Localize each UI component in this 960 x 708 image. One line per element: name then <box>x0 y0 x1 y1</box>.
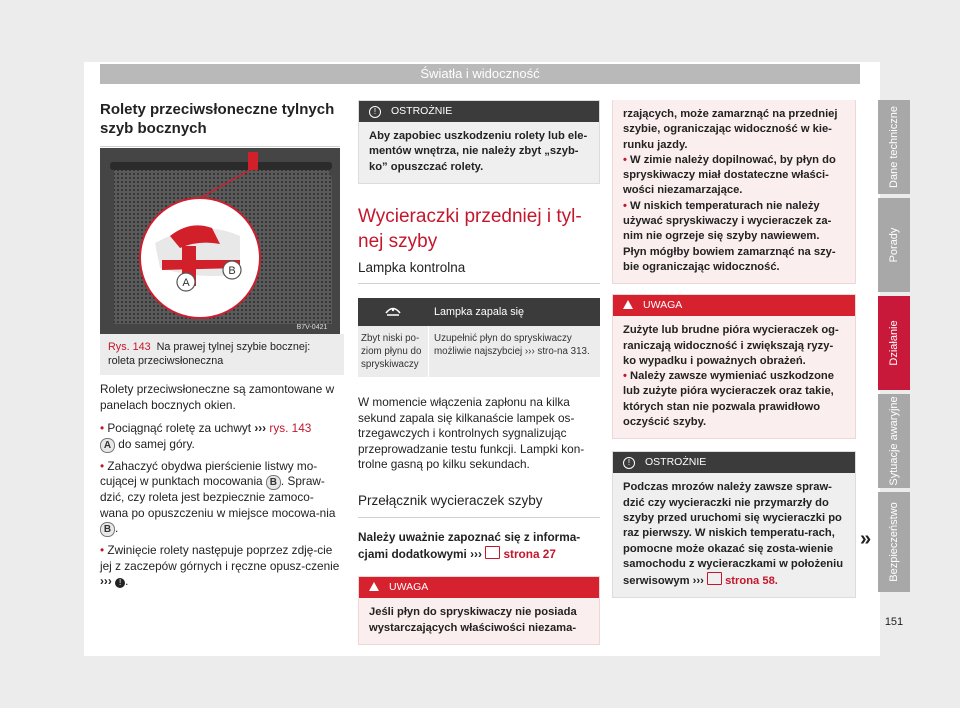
figure-link[interactable]: rys. 143 <box>269 421 312 435</box>
sunblind-illustration <box>100 148 340 334</box>
table-cell-action: Uzupełnić płyn do spryskiwaczy możliwie najszybciej ››› stro-na 313. <box>434 333 590 358</box>
warning-box-2: UWAGA Zużyte lub brudne pióra wycieraczek og-raniczają widoczność i zwiększają ryzy-ko wypadku i poważnych obrażeń. • Należy zawsze wymieniać uszkodzone lub zużyte pióra wycieraczek oraz takie, których stan nie pozwala prawidłowo oczyścić szyby. <box>612 294 856 439</box>
warning-triangle-icon <box>623 300 633 309</box>
continue-arrow: » <box>860 528 872 550</box>
table-header <box>358 298 600 326</box>
warning-bullet: Należy zawsze wymieniać uszkodzone lub zużyte pióra wycieraczek oraz takie, których stan nie pozwala prawidłowo oczyścić szyby. <box>623 370 834 429</box>
warning-heading: UWAGA <box>389 581 429 594</box>
mark-b: B <box>100 522 115 537</box>
figure-label-a: A <box>182 277 190 289</box>
page-link-58[interactable]: strona 58. <box>725 575 778 588</box>
figure-caption-text: Na prawej tylnej szybie bocznej: roleta przeciwsłoneczna <box>108 341 311 367</box>
caution-icon: ! <box>623 457 635 469</box>
table-row <box>358 326 600 377</box>
warning-intro: Zużyte lub brudne pióra wycieraczek og-raniczają widoczność i zwiększają ryzy-ko wypadku i poważnych obrażeń. <box>623 324 839 367</box>
figure-ref[interactable]: Rys. 143 <box>108 341 151 353</box>
warning-text: Jeśli płyn do spryskiwaczy nie posiada wystarczających właściwości niezama- <box>369 606 577 634</box>
column-left <box>100 100 340 588</box>
figure-caption <box>100 334 344 375</box>
indicator-table <box>358 298 600 377</box>
caution-box-1 <box>358 100 600 184</box>
page-number: 151 <box>884 616 904 628</box>
subtitle-indicator: Lampka kontrolna <box>358 260 600 285</box>
table-header-label: Lampka zapala się <box>434 306 525 319</box>
warning-heading: UWAGA <box>643 299 683 312</box>
subtitle-wiper-switch: Przełącznik wycieraczek szyby <box>358 493 600 519</box>
column-middle <box>358 100 600 645</box>
intro-paragraph: Rolety przeciwsłoneczne są zamontowane w panelach bocznych okien. <box>100 382 335 412</box>
book-icon <box>485 546 500 559</box>
tab-safety[interactable]: Bezpieczeństwo <box>878 492 910 592</box>
caution-heading: OSTROŻNIE <box>391 105 453 117</box>
caution-text: Aby zapobiec uszkodzeniu rolety lub ele-mentów wnętrza, nie należy zbyt „szyb-ko” opuszczać rolety. <box>369 130 588 173</box>
mark-a: A <box>100 438 115 453</box>
washer-fluid-icon <box>358 298 428 326</box>
warning-box-continued: rzających, może zamarznąć na przedniej szybie, ograniczając widoczność w kie-runku jazdy. • W zimie należy dopilnować, by płyn do spryskiwaczy miał dostateczne właści-wości niezamarzające. • W niskich temperaturach nie należy używać spryskiwaczy i wycieraczek za-nim nie ogrzeje się szyby nawiewem. Płyn mógłby bowiem zamarznąć na szy-bie ograniczając widoczność. <box>612 100 856 284</box>
figure-code: B7V-0421 <box>296 324 328 331</box>
additional-info-note: Należy uważnie zapoznać się z informa-cjami dodatkowymi ››› strona 27 <box>358 530 581 561</box>
tab-technical-data[interactable]: Dane techniczne <box>878 100 910 194</box>
warning-box-1 <box>358 576 600 645</box>
list-item: • Zwinięcie rolety następuje poprzez zdję-cie jej z zaczepów górnych i ręczne opusz-czenie ››› ! . <box>100 543 340 588</box>
tab-emergencies[interactable]: Sytuacje awaryjne <box>878 394 910 488</box>
figure-label-b: B <box>228 265 236 277</box>
caution-box-2: ! OSTROŻNIE Podczas mrozów należy zawsze spraw-dzić czy wycieraczki nie przymarzły do szyby przed uruchomi się wycieraczki po raz pierwszy. W niskich temperatu-rach, pomocne może okazać się zosta-wienie samochodu z wycieraczkami w położeniu serwisowym ››› strona 58. <box>612 451 856 598</box>
warning-triangle-icon <box>369 582 379 591</box>
list-item: • Zahaczyć obydwa pierścienie listwy mo-cującej w punktach mocowania B . Spraw-dzić, czy roleta jest bezpiecznie zamoco-wana po opuszczeniu w miejsce mocowa-nia B . <box>100 458 336 535</box>
ignition-paragraph: W momencie włączenia zapłonu na kilka sekund zapala się kilkanaście lampek os-trzegawczych i kontrolnych sygnalizując przeprowadzanie testu funkcji. Lampki kon-trolne gasną po kilku sekundach. <box>358 395 585 472</box>
page-link-27[interactable]: strona 27 <box>503 546 556 561</box>
table-cell-condition: Zbyt niski po-ziom płynu do spryskiwaczy <box>358 326 429 377</box>
tab-tips[interactable]: Porady <box>878 198 910 292</box>
section-title-wipers: Wycieraczki przedniej i tyl-nej szyby <box>358 205 582 252</box>
warning-continued-text: rzających, może zamarznąć na przedniej szybie, ograniczając widoczność w kie-runku jazdy. <box>623 108 838 151</box>
figure-143 <box>100 148 340 334</box>
caution-icon: ! <box>369 106 381 118</box>
warning-circle-icon: ! <box>115 578 125 588</box>
running-header: Światła i widoczność <box>100 64 860 84</box>
section-title-blinds: Rolety przeciwsłoneczne tylnych szyb bocznych <box>100 100 340 147</box>
caution-heading: OSTROŻNIE <box>645 456 707 469</box>
book-icon <box>707 572 722 585</box>
list-item: • Pociągnąć roletę za uchwyt ››› rys. 143 A do samej góry. <box>100 421 312 451</box>
column-right <box>612 100 856 598</box>
caution-text: Podczas mrozów należy zawsze spraw-dzić czy wycieraczki nie przymarzły do szyby przed uruchomi się wycieraczki po raz pierwszy. W niskich temperatu-rach, pomocne może okazać się zosta-wienie samochodu z wycieraczkami w położeniu serwisowym <box>623 481 844 588</box>
mark-b: B <box>266 475 281 490</box>
tab-operation[interactable]: Działanie <box>878 296 910 390</box>
